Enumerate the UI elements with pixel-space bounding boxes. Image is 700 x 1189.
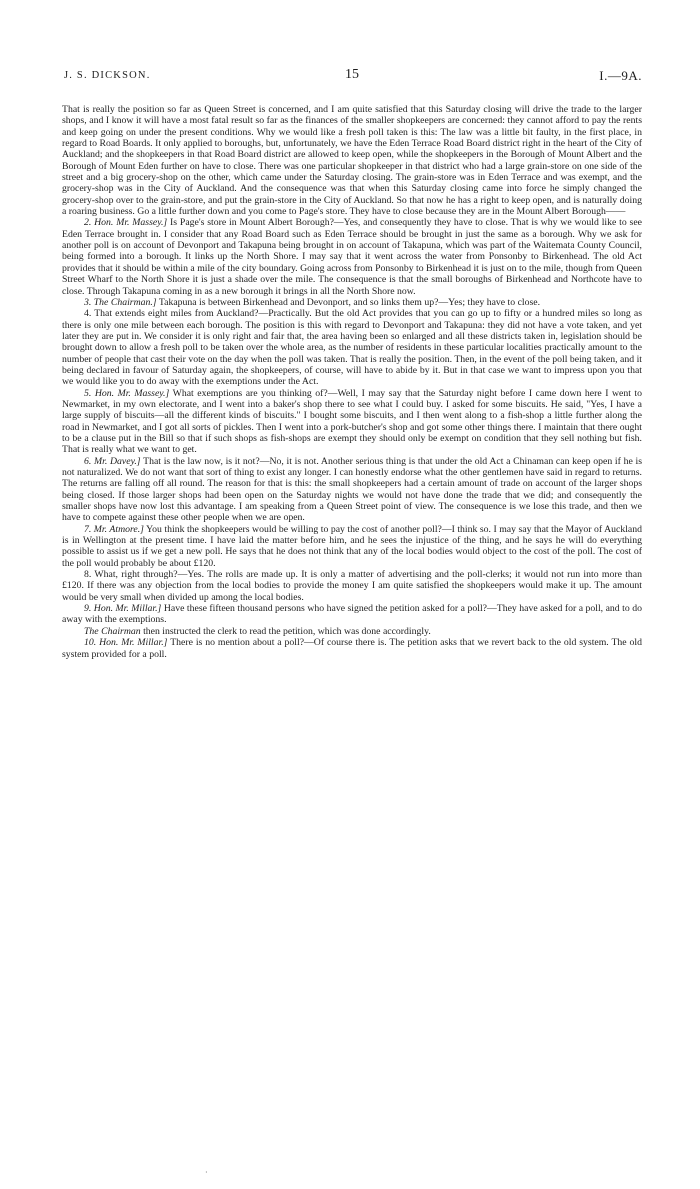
speaker-label: 3. The Chairman.] [84,296,157,308]
speaker-label: 5. Hon. Mr. Massey.] [84,387,170,399]
paragraph-text: Is Page's store in Mount Albert Borough?—Yes, and consequently they have to close. That is why we would like to see Eden Terrace brought in. I consider that any Road Board such as Eden Terrace should be brought in just the same as a borough. Why we ask for another poll is on account of Devonport and Takapuna being brought in on account of Takapuna, which was part of the Waitemata County Council, being formed into a borough. It links up the North Shore. I may say that it went across the water from Ponsonby to Birkenhead. The old Act provides that it should be within a mile of the city boundary. Going across from Ponsonby to Birkenhead it is just on to the mile, though from Queen Street Wharf to the North Shore it is just a shade over the mile. The consequence is that the small boroughs of Birkenhead and Northcote have to close. Through Takapuna coming in as a new borough it brings in all the North Shore now. [62,217,643,297]
paragraph [62,104,642,217]
header-author: J. S. DICKSON. [64,70,151,81]
document-page [62,67,643,660]
paragraph [62,456,642,524]
paragraph-text: then instructed the clerk to read the petition, which was done accordingly. [140,625,431,637]
paragraph [62,626,642,637]
speaker-label: 7. Mr. Atmore.] [84,523,144,535]
paragraph [62,524,642,569]
paragraph-text: Have these fifteen thousand persons who have signed the petition asked for a poll?—They have asked for a poll, and to do away with the exemptions. [62,603,642,626]
speaker-label: The Chairman [84,625,141,637]
transcript-body [62,104,642,660]
paragraph-text: You think the shopkeepers would be willing to pay the cost of another poll?—I think so. I may say that the Mayor of Auckland is in Wellington at the present time. I have laid the matter before him, and he sees the injustice of the thing, and he says he will do everything possible to assist us if we get a new poll. He says that he does not think that any of the local bodies would object to the cost of the poll. The cost of the poll would probably be about £120. [62,523,642,569]
paragraph [62,308,642,387]
paragraph-text: What, right through?—Yes. The rolls are made up. It is only a matter of advertising and the poll-clerks; it would not run into more than £120. If there was any objection from the local bodies to provide the money I am quite satisfied the shopkeepers would make it up. The amount would be very small when divided up among the local bodies. [62,569,642,603]
document-reference: I.—9A. [599,68,642,83]
paragraph-text: That extends eight miles from Auckland?—Practically. But the old Act provides that you can go up to fifty or a hundred miles so long as there is only one mile between each borough. The position is this with regard to Devonport and Takapuna: they did not have a vote taken, and yet later they are put in. We consider it is only right and fair that, the area having been so enlarged and all these districts taken in, legislation should be brought down to allow a fresh poll to be taken over the whole area, as the number of residents in these particular localities practically amount to the number of people that cast their vote on the day when the poll was taken. That is really the position. Then, in the event of the poll being taken, and it being declared in favour of Saturday again, the shopkeepers, of course, will have to abide by it. But in that case we want to impress upon you that we would like you to do away with the exemptions under the Act. [62,308,642,388]
paragraph [62,297,642,308]
paragraph [62,217,642,296]
paragraph [62,388,642,456]
paragraph-text: Takapuna is between Birkenhead and Devonport, and so links them up?—Yes; they have to close. [156,296,541,308]
speaker-label: 10. Hon. Mr. Millar.] [84,637,168,649]
paragraph [62,603,642,626]
paragraph-text: That is the law now, is it not?—No, it is not. Another serious thing is that under the old Act a Chinaman can keep open if he is not naturalized. We do not want that sort of thing to exist any longer. I can honestly endorse what the other gentlemen have said in regard to returns. The returns are falling off all round. The reason for that is this: the small shopkeepers had a certain amount of trade on account of the larger shops being closed. If those larger shops had been open on the Saturday nights we would not have done the trade that we did; and consequently the smaller shops have now lost this advantage. I am speaking from a Queen Street point of view. The consequence is we lose this trade, and then we have to compete against these other people when we are open. [62,455,642,524]
paragraph-text: What exemptions are you thinking of?—Well, I may say that the Saturday night before I came down here I went to Newmarket, in my own electorate, and I went into a baker's shop there to see what I could buy. I asked for some biscuits. He said, "Yes, I have a large supply of biscuits—all the different kinds of biscuits." I bought some biscuits, and I then went along to a fish-shop a little further along the road in Newmarket, and I got all sorts of pickles. Then I went into a pork-butcher's shop and got some other things there. I maintain that there ought to be a clause put in the Bill so that if such shops as fish-shops are exempt they should only be exempt on condition that they sell nothing but fish. That is really what we want to get. [62,387,643,456]
paragraph [62,569,642,603]
page-number: 15 [345,67,359,82]
paragraph-text: That is really the position so far as Queen Street is concerned, and I am quite satisfied that this Saturday closing will drive the trade to the larger shops, and I know it will have a most fatal result so far as the finances of the smaller shopkeepers are concerned: they cannot afford to pay the rents and keep going on under the present conditions. Why we would like a fresh poll taken is this: The law was a little bit faulty, in the first place, in regard to Road Boards. It only applied to boroughs, but, unfortunately, we have the Eden Terrace Road Board district right in the heart of the City of Auckland; and the shopkeepers in that Road Board district are allowed to keep open, while the shopkeepers in the Borough of Mount Albert and the Borough of Mount Eden further on have to close. There was one particular shopkeeper in that district who had a large grain-store on one side of the street and a big grocery-shop on the other, which came under the Saturday closing. The grain-store was in Eden Terrace and was exempt, and the grocery-shop was in the City of Auckland. And the consequence was that when this Saturday closing came into force he simply changed the grocery-shop over to the grain-store, and put the grain-store in the City of Auckland. So that now he has a right to keep open, and is naturally doing a roaring business. Go a little further down and you come to Page's store. They have to close because they are in the Mount Albert Borough—— [62,104,642,218]
speaker-label: 2. Hon. Mr. Massey.] [84,217,168,229]
paragraph-text: There is no mention about a poll?—Of course there is. The petition asks that we revert back to the old system. The old system provided for a poll. [62,637,642,660]
speaker-label: 6. Mr. Davey.] [84,455,141,467]
speaker-label: 9. Hon. Mr. Millar.] [84,603,162,615]
running-header [62,67,642,90]
scan-mark: · [205,1168,208,1177]
question-number: 8. [84,569,92,581]
paragraph [62,637,642,660]
question-number: 4. [84,308,92,320]
